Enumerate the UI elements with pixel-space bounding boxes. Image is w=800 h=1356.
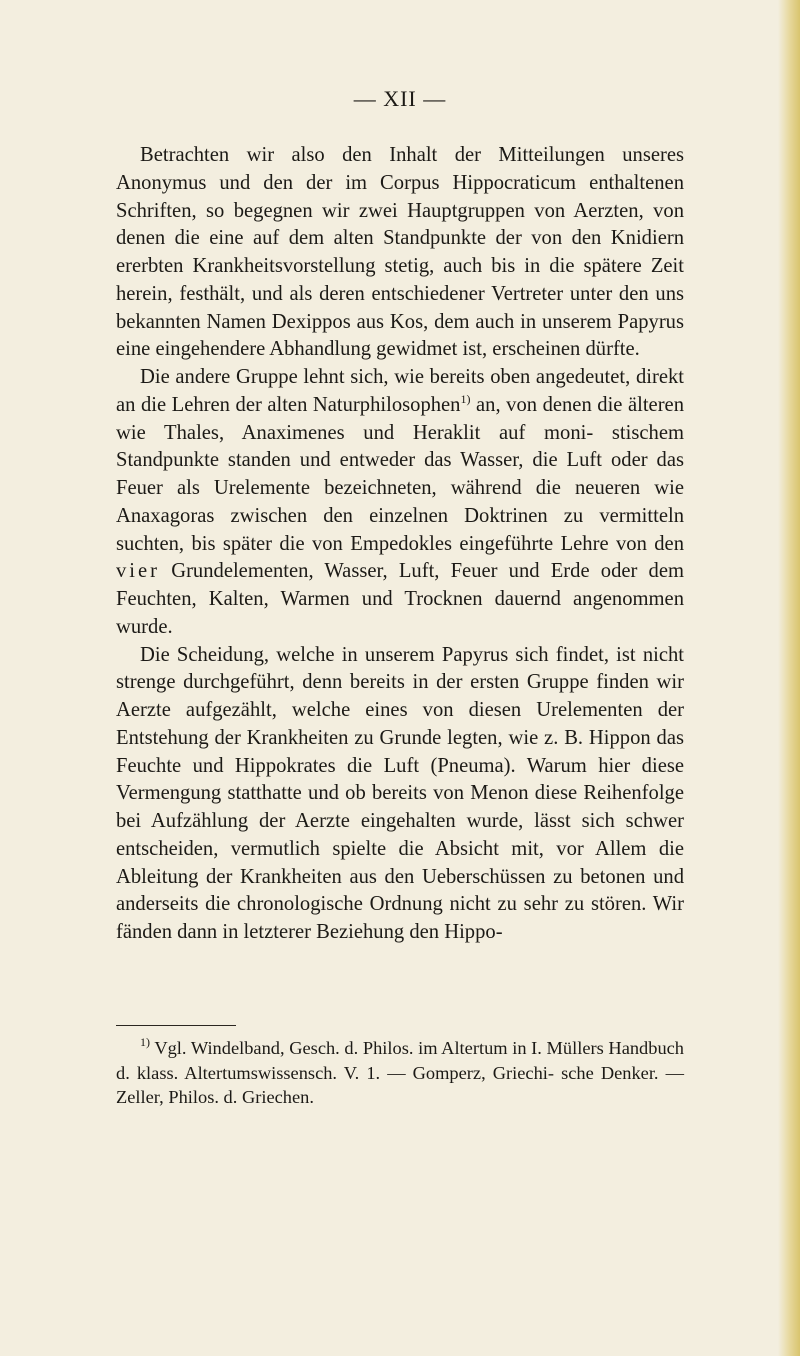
page-edge <box>778 0 800 1356</box>
paragraph-1: Betrachten wir also den Inhalt der Mitteilungen unseres Anonymus und den der im Corpus Hippocraticum enthaltenen Schriften, so begegnen wir zwei Hauptgruppen von Aerzten, von denen die eine auf dem alten Standpunkte der von den Knidiern ererbten Krankheitsvorstellung stetig, auch bis in die spätere Zeit herein, festhält, und als deren entschiedener Vertreter unter den uns bekannten Namen Dexippos aus Kos, dem auch in unserem Papyrus eine eingehendere Abhandlung gewidmet ist, erscheinen dürfte. <box>116 144 684 361</box>
paragraph-2-part-b: an, von denen die älteren wie Thales, Anaximenes und Heraklit auf moni- stischem Standpunkte standen und entweder das Wasser, die Luft oder das Feuer als Urelemente bezeichneten, während die neueren wie Anaxagoras zwischen den einzelnen Doktrinen zu vermitteln suchten, bis später die von Empedokles eingeführte Lehre von den <box>116 393 684 555</box>
paragraph-2-part-a: Die andere Gruppe lehnt sich, wie bereits oben angedeutet, direkt an die Lehren der alten Naturphilosophen <box>116 366 684 416</box>
paragraph-3: Die Scheidung, welche in unserem Papyrus sich findet, ist nicht strenge durchgeführt, denn bereits in der ersten Gruppe finden wir Aerzte aufgezählt, welche eines von diesen Urelementen der Entstehung der Krankheiten zu Grunde legten, wie z. B. Hippon das Feuchte und Hippokrates die Luft (Pneuma). Warum hier diese Vermengung statthatte und ob bereits von Menon diese Reihenfolge bei Aufzählung der Aerzte eingehalten wurde, lässt sich schwer entscheiden, vermutlich spielte die Absicht mit, vor Allem die Ableitung der Krankheiten aus den Ueberschüssen zu betonen und anderseits die chronologische Ordnung nicht zu sehr zu stören. Wir fänden dann in letzterer Beziehung den Hippo- <box>116 643 684 943</box>
footnote-text: Vgl. Windelband, Gesch. d. Philos. im Altertum in I. Müllers Handbuch d. klass. Altertumswissensch. V. 1. — Gomperz, Griechi- sche Denker. — Zeller, Philos. d. Griechen. <box>116 1038 684 1107</box>
spaced-emphasis: vier <box>116 560 161 583</box>
footnote-rule <box>116 1025 236 1026</box>
page-number-header: — XII — <box>353 86 447 111</box>
footnote-marker: 1) <box>140 1035 150 1049</box>
body-text <box>116 142 684 947</box>
footnote <box>116 1036 684 1110</box>
paragraph-2 <box>116 364 684 642</box>
footnote-reference: 1) <box>460 391 471 406</box>
paragraph-2-part-c: Grundelementen, Wasser, Luft, Feuer und Erde oder dem Feuchten, Kalten, Warmen und Trocknen dauernd angenommen wurde. <box>116 560 684 638</box>
